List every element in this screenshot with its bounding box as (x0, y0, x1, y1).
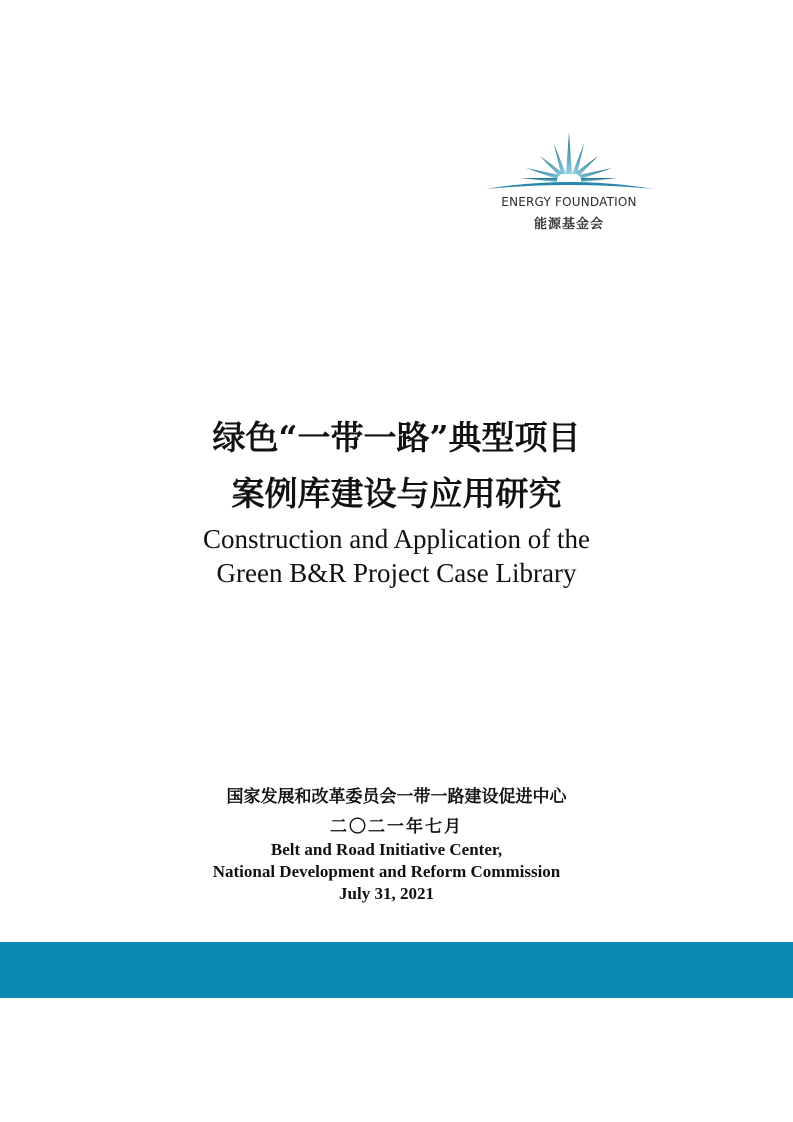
title-english-line-1: Construction and Application of the (203, 524, 590, 554)
title-chinese-line-2: 案例库建设与应用研究 (231, 474, 562, 513)
publisher-english-line-2: National Development and Reform Commission (212, 862, 561, 881)
publisher-english-line-1: Belt and Road Initiative Center, (270, 840, 503, 859)
energy-foundation-logo (480, 128, 660, 238)
publisher-chinese-date: 二〇二一年七月 (330, 817, 463, 837)
logo-english-name: ENERGY FOUNDATION (501, 195, 637, 209)
footer-color-band (0, 942, 793, 998)
title-chinese-line-1: 绿色“一带一路”典型项目 (212, 418, 581, 457)
publisher-english-date: July 31, 2021 (339, 884, 434, 903)
energy-foundation-starburst-icon (480, 128, 660, 194)
logo-chinese-name: 能源基金会 (533, 217, 604, 232)
title-english-line-2: Green B&R Project Case Library (216, 558, 577, 588)
publisher-chinese-name: 国家发展和改革委员会一带一路建设促进中心 (226, 787, 567, 807)
